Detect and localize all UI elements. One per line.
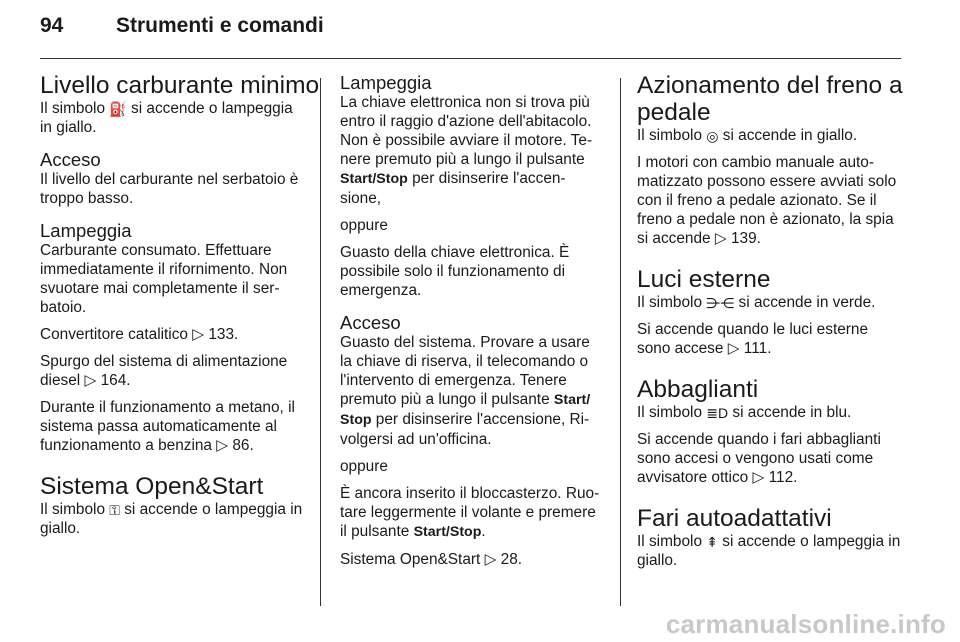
section-title-high-beam: Abbaglianti	[637, 376, 759, 403]
column-3	[637, 72, 905, 578]
steering-lock-text: È ancora inserito il bloccasterzo. Ruo- tare leggermente il volante e premere il pulsante Start/Stop.	[340, 485, 600, 540]
column-1	[40, 72, 320, 546]
subtitle-lampeggia-key: Lampeggia	[340, 72, 432, 93]
key-lampeggia-text: La chiave elettronica non si trova più entro il raggio d'azione dell'abitacolo. Non è possibile avviare il motore. Te- nere premuto più a lungo il pulsante Start/Stop per disinserire l'accen- sione,	[340, 94, 593, 207]
side-lights-icon: ⋺⋲	[706, 295, 735, 311]
openstart-ref: Sistema Open&Start ▷ 28.	[340, 551, 523, 568]
oppure-2: oppure	[340, 458, 388, 475]
brake-text: I motori con cambio manuale auto- matizzato possono essere avviati solo con il freno a pedale azionato. Se il freno a pedale non è azionato, la spia si accende ▷ 139.	[637, 154, 897, 247]
page-number: 94	[40, 14, 64, 37]
section-title-fuel: Livello carburante minimo	[40, 72, 320, 99]
start-stop-label: Start/ Stop	[340, 392, 591, 428]
key-fault-text: Guasto della chiave elettronica. È possibile solo il funzionamento di emergenza.	[340, 244, 570, 299]
subtitle-lampeggia: Lampeggia	[40, 220, 132, 241]
section-title-brake: Azionamento del freno a pedale	[637, 72, 903, 126]
subtitle-acceso-key: Acceso	[340, 312, 401, 333]
highbeam-intro: Il simbolo ≣D si accende in blu.	[637, 404, 852, 421]
section-title-openstart: Sistema Open&Start	[40, 473, 264, 500]
oppure-1: oppure	[340, 217, 388, 234]
fuel-intro: Il simbolo ⛽ si accende o lampeggia in giallo.	[40, 100, 293, 136]
fuel-lampeggia-text: Carburante consumato. Effettuare immediatamente il rifornimento. Non svuotare mai completamente il ser- batoio.	[40, 242, 288, 316]
header-rule	[40, 58, 901, 59]
start-stop-label: Start/Stop	[413, 524, 482, 540]
fuel-pump-icon: ⛽	[109, 101, 127, 117]
methane-ref: Durante il funzionamento a metano, il sistema passa automaticamente al funzionamento a benzina ▷ 86.	[40, 399, 295, 454]
high-beam-icon: ≣D	[706, 405, 729, 421]
section-title-exterior-lights: Luci esterne	[637, 266, 771, 293]
openstart-intro: Il simbolo ⚿ si accende o lampeggia in giallo.	[40, 501, 303, 537]
diesel-bleed-ref: Spurgo del sistema di alimentazione diesel ▷ 164.	[40, 353, 288, 389]
subtitle-acceso: Acceso	[40, 149, 101, 170]
afl-intro: Il simbolo ⇞ si accende o lampeggia in giallo.	[637, 533, 901, 569]
adaptive-headlight-icon: ⇞	[706, 534, 719, 550]
brake-foot-icon: ◎	[706, 128, 719, 144]
column-divider-1	[320, 78, 321, 606]
exterior-text: Si accende quando le luci esterne sono accese ▷ 111.	[637, 321, 869, 357]
exterior-intro: Il simbolo ⋺⋲ si accende in verde.	[637, 294, 876, 311]
highbeam-text: Si accende quando i fari abbaglianti sono accesi o vengono usati come avvisatore ottico ▷ 112.	[637, 431, 881, 486]
watermark: carmanualsonline.info	[665, 609, 946, 639]
section-title-adaptive-headlights: Fari autoadattativi	[637, 505, 832, 532]
key-acceso-text: Guasto del sistema. Provare a usare la chiave di riserva, il telecomando o l'intervento di emergenza. Tenere premuto più a lungo il pulsante Start/ Stop per disinserire l'accensione, Ri- volgersi ad un'officina.	[340, 334, 591, 448]
catalytic-ref: Convertitore catalitico ▷ 133.	[40, 326, 239, 343]
chapter-title: Strumenti e comandi	[116, 14, 324, 37]
column-2	[340, 72, 604, 577]
fuel-acceso-text: Il livello del carburante nel serbatoio è troppo basso.	[40, 171, 299, 207]
column-divider-2	[620, 78, 621, 606]
key-signal-icon: ⚿	[109, 502, 120, 518]
start-stop-label: Start/Stop	[340, 171, 408, 187]
brake-intro: Il simbolo ◎ si accende in giallo.	[637, 127, 858, 144]
